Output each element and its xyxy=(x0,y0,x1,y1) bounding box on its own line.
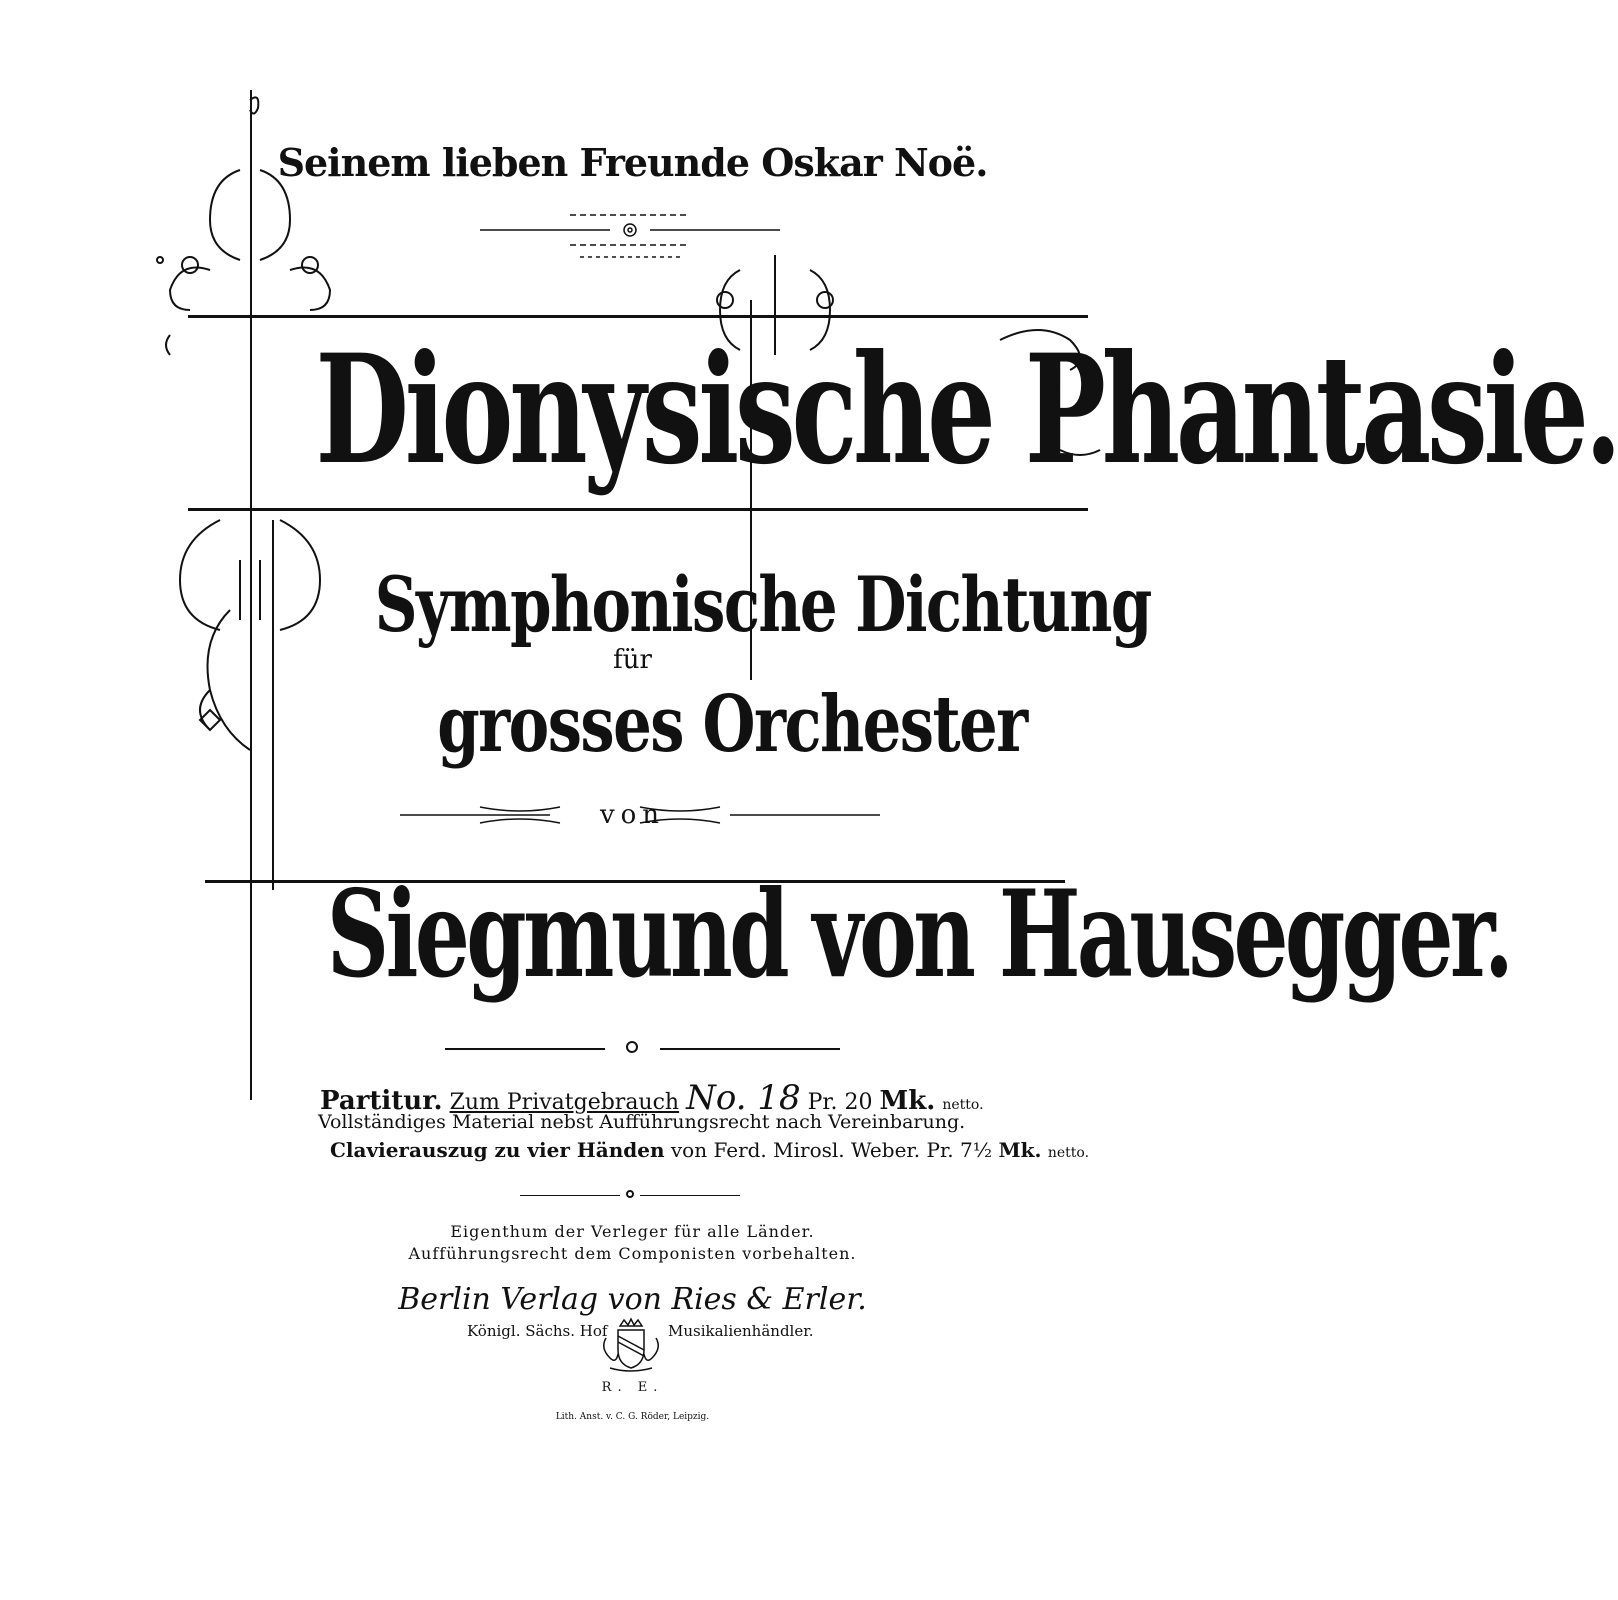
score-label: Partitur. xyxy=(320,1086,443,1116)
arranger: von Ferd. Mirosl. Weber. xyxy=(670,1138,921,1162)
rights-line-1: Eigenthum der Verleger für alle Länder. xyxy=(450,1222,815,1241)
price-divider-dot xyxy=(626,1041,638,1053)
court-title-right: Musikalienhändler. xyxy=(668,1322,814,1340)
price-divider-right xyxy=(660,1048,840,1050)
piano-currency: Mk. xyxy=(998,1138,1042,1162)
price-divider-left xyxy=(445,1048,605,1050)
dedication: Seinem lieben Freunde Oskar Noë. xyxy=(277,140,988,185)
composer-name: Siegmund von Hausegger. xyxy=(326,864,1511,1005)
score-netto: netto. xyxy=(942,1097,984,1113)
royal-crest-icon xyxy=(600,1318,662,1374)
dedication-divider-ornament xyxy=(480,205,780,265)
material-line: Vollständiges Material nebst Aufführungsrecht nach Vereinbarung. xyxy=(318,1111,966,1133)
private-use-note: Zum Privatgebrauch xyxy=(449,1090,680,1115)
for-label: für xyxy=(613,645,652,675)
rights-divider-dot xyxy=(626,1190,634,1198)
rights-divider-left xyxy=(520,1195,620,1196)
main-title: Dionysische Phantasie. xyxy=(315,322,1618,498)
score-currency: Mk. xyxy=(879,1086,936,1116)
piano-reduction-line xyxy=(330,1138,1089,1162)
score-price: Pr. 20 xyxy=(807,1090,873,1115)
orchestra-label: grosses Orchester xyxy=(437,679,1027,770)
plate-mark: R. E. xyxy=(601,1380,664,1395)
piano-reduction-label: Clavierauszug zu vier Händen xyxy=(330,1138,665,1162)
piano-price: Pr. 7½ xyxy=(926,1138,993,1162)
by-label: von xyxy=(599,800,666,830)
piano-netto: netto. xyxy=(1047,1145,1090,1161)
court-title-left: Königl. Sächs. Hof xyxy=(467,1322,608,1340)
rights-divider-right xyxy=(640,1195,740,1196)
lithographer-credit: Lith. Anst. v. C. G. Röder, Leipzig. xyxy=(555,1412,710,1422)
publisher-name: Berlin Verlag von Ries & Erler. xyxy=(398,1282,867,1317)
subtitle: Symphonische Dichtung xyxy=(374,560,1151,649)
handwritten-number: No. 18 xyxy=(686,1078,801,1118)
rights-line-2: Aufführungsrecht dem Componisten vorbehalten. xyxy=(408,1244,857,1263)
